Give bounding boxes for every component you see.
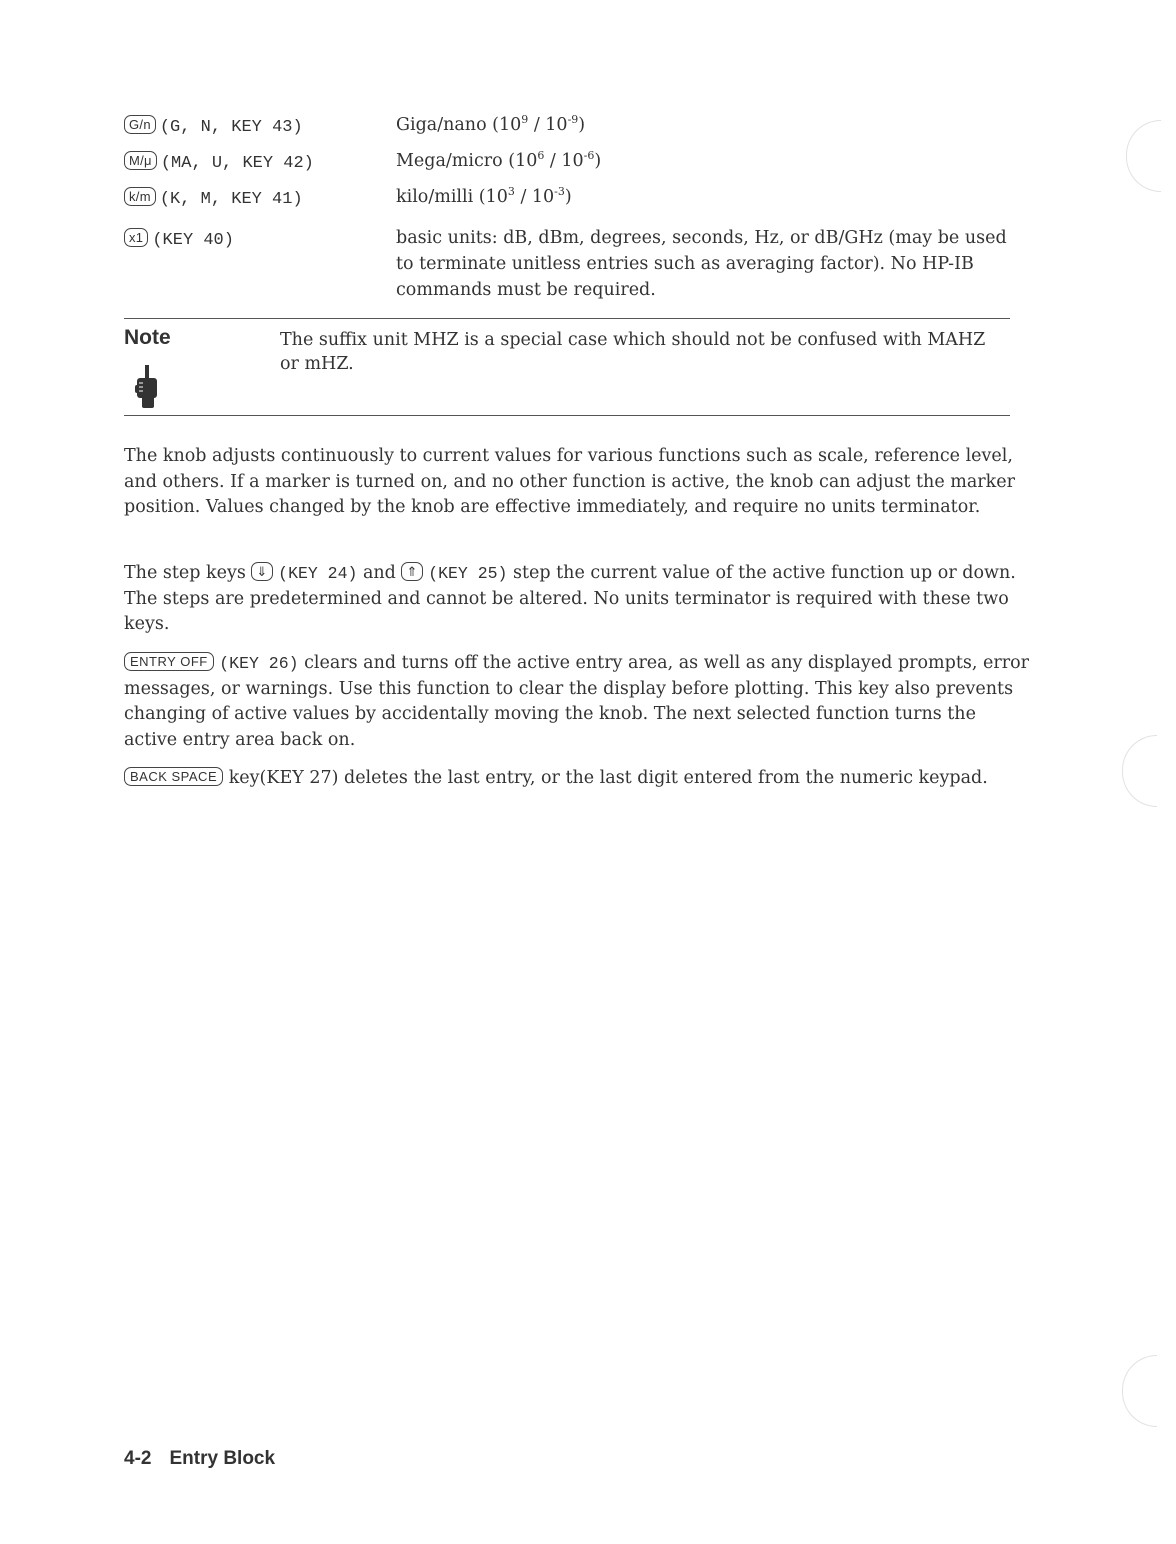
step-keys-paragraph (124, 561, 1034, 638)
pointing-hand-icon (134, 365, 160, 409)
step-code-25: (KEY 25) (428, 564, 508, 583)
knob-paragraph: The knob adjusts continuously to current values for various functions such as scale, reference level, and others. If a marker is turned on, and no other function is active, the knob can adjust the marker position. Values changed by the knob are effective immediately, and require no units terminator. (124, 446, 1015, 517)
back-space-key: BACK SPACE (124, 767, 223, 786)
key-cap-k-m: k/m (124, 187, 156, 206)
note-top-rule (124, 318, 1010, 319)
key-cap-m-mu: M/μ (124, 151, 157, 170)
page-number: 4-2 (124, 1448, 152, 1469)
key-params: (K, M, KEY 41) (159, 190, 303, 209)
step-up-key: ⇑ (401, 562, 422, 581)
page-footer (124, 1448, 293, 1470)
step-text-b: and (357, 563, 402, 583)
key-cap-x1: x1 (124, 228, 148, 247)
key-description: kilo/milli $(10^3 / 10^{-3})$ (396, 185, 572, 207)
step-text-c: step the current value of the active function up or down. The steps are predetermined and cannot be altered. No units terminator is required with these two keys. (124, 563, 1016, 634)
key-cap-g-n: G/n (124, 115, 156, 134)
section-title: Entry Block (169, 1448, 276, 1469)
note-bottom-rule (124, 415, 1010, 416)
scan-mark-middle (1122, 735, 1157, 807)
scan-mark-top (1126, 120, 1161, 192)
entry-off-text: clears and turns off the active entry area, as well as any displayed prompts, error messages, or warnings. Use this function to clear the display before plotting. This key also prevents changing of active values by accidentally moving the knob. The next selected function turns the active entry area back on. (124, 653, 1029, 750)
back-space-paragraph (124, 766, 1034, 792)
step-down-key: ⇓ (251, 562, 272, 581)
back-space-text: deletes the last entry, or the last digit entered from the numeric keypad. (338, 768, 988, 788)
key-description: basic units: dB, dBm, degrees, seconds, Hz, or dB/GHz (may be used to terminate unitless entries such as averaging factor). No HP-IB commands must be required. (396, 228, 1007, 300)
key-params: (G, N, KEY 43) (159, 118, 303, 137)
note-text: The suffix unit MHZ is a special case which should not be confused with MAHZ or mHZ. (280, 330, 986, 374)
step-text-a: The step keys (124, 563, 252, 583)
step-code-24: (KEY 24) (278, 564, 358, 583)
entry-off-paragraph (124, 651, 1034, 753)
key-description: Mega/micro $(10^6 / 10^{-6})$ (396, 149, 602, 171)
entry-off-code: (KEY 26) (219, 654, 299, 673)
key-params: (MA, U, KEY 42) (160, 154, 314, 173)
back-space-code: key(KEY 27) (228, 768, 339, 788)
note-label: Note (124, 326, 171, 349)
key-description: Giga/nano $(10^9 / 10^{-9})$ (396, 113, 586, 135)
key-params: (KEY 40) (152, 231, 234, 250)
scan-mark-bottom (1122, 1355, 1157, 1427)
entry-off-key: ENTRY OFF (124, 652, 214, 671)
